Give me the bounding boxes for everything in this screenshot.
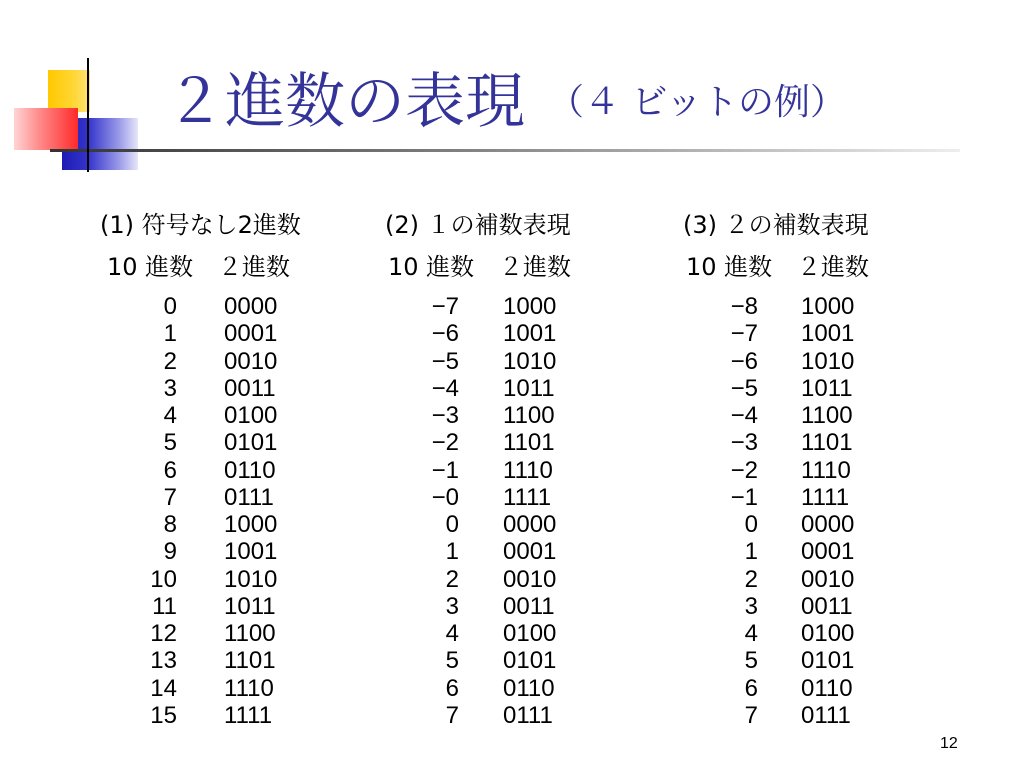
yellow-square-decoration	[48, 70, 90, 112]
table-row	[100, 566, 360, 593]
table-row	[100, 402, 360, 429]
decimal-value: 11	[152, 592, 177, 620]
binary-value: 1100	[224, 620, 276, 648]
table-row	[683, 429, 943, 456]
column-heading: (1) 符号なし2進数	[100, 211, 301, 239]
decimal-value: −6	[431, 320, 459, 348]
decimal-value: −1	[431, 456, 459, 484]
decimal-value: 6	[445, 674, 459, 702]
decimal-value: 4	[744, 620, 758, 648]
binary-value: 1110	[801, 456, 851, 484]
table-row	[385, 348, 645, 375]
binary-value: 0101	[503, 647, 557, 675]
table-row	[683, 620, 943, 647]
table-row	[385, 375, 645, 402]
binary-value: 1000	[224, 511, 278, 539]
binary-value: 0111	[224, 483, 274, 511]
table-row	[683, 702, 943, 729]
decimal-value: 1	[163, 320, 177, 348]
table-row	[683, 484, 943, 511]
table-row	[100, 702, 360, 729]
decimal-value: 2	[445, 565, 459, 593]
binary-value: 1100	[801, 402, 853, 430]
column-heading: (3) ２の補数表現	[683, 211, 869, 239]
table-row	[683, 402, 943, 429]
value-table	[683, 293, 943, 729]
slide-title: ２進数の表現	[165, 67, 525, 137]
binary-value: 0110	[224, 456, 276, 484]
slide-subtitle: （４ ビットの例）	[548, 82, 847, 123]
decimal-value: 5	[445, 647, 459, 675]
table-row	[100, 293, 360, 320]
table-row	[683, 511, 943, 538]
binary-value: 0111	[503, 701, 553, 729]
binary-value: 1001	[224, 538, 278, 566]
decimal-value: 15	[150, 701, 177, 729]
binary-value: 0000	[224, 293, 278, 320]
binary-value: 1001	[503, 320, 557, 348]
decimal-value: −5	[431, 347, 459, 375]
decimal-label: 10 進数	[686, 253, 773, 281]
binary-value: 0110	[801, 674, 853, 702]
decimal-value: −8	[730, 293, 758, 320]
column-unsigned-binary	[100, 0, 360, 740]
decimal-value: 0	[163, 293, 177, 320]
table-row	[385, 402, 645, 429]
table-row	[100, 675, 360, 702]
decimal-value: −2	[431, 429, 459, 457]
decimal-value: 12	[150, 620, 177, 648]
table-row	[683, 457, 943, 484]
decimal-value: 1	[445, 538, 459, 566]
table-row	[385, 320, 645, 347]
decimal-value: −1	[730, 483, 758, 511]
binary-value: 0101	[801, 647, 855, 675]
value-table	[385, 293, 645, 729]
decimal-value: −4	[730, 402, 758, 430]
binary-value: 0101	[224, 429, 278, 457]
binary-value: 1010	[503, 347, 557, 375]
binary-value: 1101	[224, 647, 276, 675]
binary-value: 0011	[503, 592, 555, 620]
binary-value: 1100	[503, 402, 555, 430]
binary-value: 0000	[503, 511, 557, 539]
binary-value: 1111	[224, 701, 273, 729]
binary-value: 1000	[801, 293, 855, 320]
table-row	[385, 538, 645, 565]
decimal-value: −5	[730, 374, 758, 402]
binary-value: 0000	[801, 511, 855, 539]
binary-value: 1011	[801, 374, 853, 402]
binary-value: 1111	[801, 483, 850, 511]
table-row	[100, 375, 360, 402]
decimal-value: 0	[744, 511, 758, 539]
binary-value: 1101	[801, 429, 853, 457]
binary-value: 1110	[224, 674, 274, 702]
binary-value: 0001	[801, 538, 855, 566]
table-row	[385, 566, 645, 593]
table-row	[100, 647, 360, 674]
binary-label: ２進数	[218, 253, 290, 281]
vertical-rule	[87, 58, 89, 172]
table-row	[100, 511, 360, 538]
table-row	[385, 620, 645, 647]
table-row	[100, 538, 360, 565]
decimal-value: 13	[150, 647, 177, 675]
column-ones-complement	[385, 0, 645, 740]
binary-value: 0100	[224, 402, 278, 430]
binary-value: 0100	[801, 620, 855, 648]
binary-value: 0001	[224, 320, 278, 348]
binary-value: 1011	[503, 374, 555, 402]
table-row	[100, 484, 360, 511]
table-row	[683, 293, 943, 320]
decimal-value: −4	[431, 374, 459, 402]
table-row	[683, 593, 943, 620]
binary-value: 0011	[801, 592, 853, 620]
table-row	[683, 320, 943, 347]
table-row	[385, 293, 645, 320]
binary-value: 1110	[503, 456, 553, 484]
decimal-value: 2	[744, 565, 758, 593]
binary-value: 1001	[801, 320, 855, 348]
decimal-value: −3	[431, 402, 459, 430]
binary-value: 1011	[224, 592, 276, 620]
binary-value: 1000	[503, 293, 557, 320]
binary-value: 0010	[503, 565, 557, 593]
decimal-value: 2	[163, 347, 177, 375]
decimal-value: 3	[445, 592, 459, 620]
table-row	[385, 675, 645, 702]
column-heading: (2) １の補数表現	[385, 211, 571, 239]
binary-value: 0001	[503, 538, 557, 566]
binary-value: 1111	[503, 483, 552, 511]
table-row	[385, 429, 645, 456]
table-row	[100, 320, 360, 347]
decimal-value: −7	[431, 293, 459, 320]
decimal-value: 7	[163, 483, 177, 511]
binary-value: 0011	[224, 374, 276, 402]
binary-value: 1010	[801, 347, 855, 375]
table-row	[683, 348, 943, 375]
decimal-label: 10 進数	[388, 253, 475, 281]
binary-value: 0110	[503, 674, 555, 702]
binary-value: 0111	[801, 701, 851, 729]
decimal-value: 7	[445, 701, 459, 729]
decimal-value: −3	[730, 429, 758, 457]
binary-label: ２進数	[499, 253, 571, 281]
decimal-value: 3	[163, 374, 177, 402]
decimal-value: 9	[163, 538, 177, 566]
table-row	[683, 566, 943, 593]
binary-label: ２進数	[797, 253, 869, 281]
decimal-value: 14	[150, 674, 177, 702]
decimal-label: 10 進数	[107, 253, 194, 281]
binary-value: 0100	[503, 620, 557, 648]
decimal-value: 4	[163, 402, 177, 430]
value-table	[100, 293, 360, 729]
binary-value: 1101	[503, 429, 555, 457]
decimal-value: 0	[445, 511, 459, 539]
table-row	[100, 429, 360, 456]
table-row	[100, 457, 360, 484]
column-twos-complement	[683, 0, 943, 740]
decimal-value: 6	[163, 456, 177, 484]
decimal-value: 10	[150, 565, 177, 593]
table-row	[100, 348, 360, 375]
decimal-value: −7	[730, 320, 758, 348]
table-row	[385, 484, 645, 511]
decimal-value: 7	[744, 701, 758, 729]
table-row	[385, 511, 645, 538]
table-row	[100, 593, 360, 620]
table-row	[683, 375, 943, 402]
binary-value: 0010	[801, 565, 855, 593]
table-row	[683, 647, 943, 674]
decimal-value: 4	[445, 620, 459, 648]
decimal-value: 5	[744, 647, 758, 675]
red-square-decoration	[14, 108, 78, 150]
decimal-value: 3	[744, 592, 758, 620]
binary-value: 1010	[224, 565, 278, 593]
table-row	[385, 593, 645, 620]
table-row	[683, 675, 943, 702]
decimal-value: 5	[163, 429, 177, 457]
table-row	[385, 647, 645, 674]
binary-value: 0010	[224, 347, 278, 375]
decimal-value: 1	[744, 538, 758, 566]
page-number: 12	[940, 735, 958, 752]
decimal-value: 8	[163, 511, 177, 539]
table-row	[385, 457, 645, 484]
table-row	[385, 702, 645, 729]
decimal-value: 6	[744, 674, 758, 702]
table-row	[683, 538, 943, 565]
decimal-value: −0	[431, 483, 459, 511]
table-row	[100, 620, 360, 647]
decimal-value: −2	[730, 456, 758, 484]
decimal-value: −6	[730, 347, 758, 375]
